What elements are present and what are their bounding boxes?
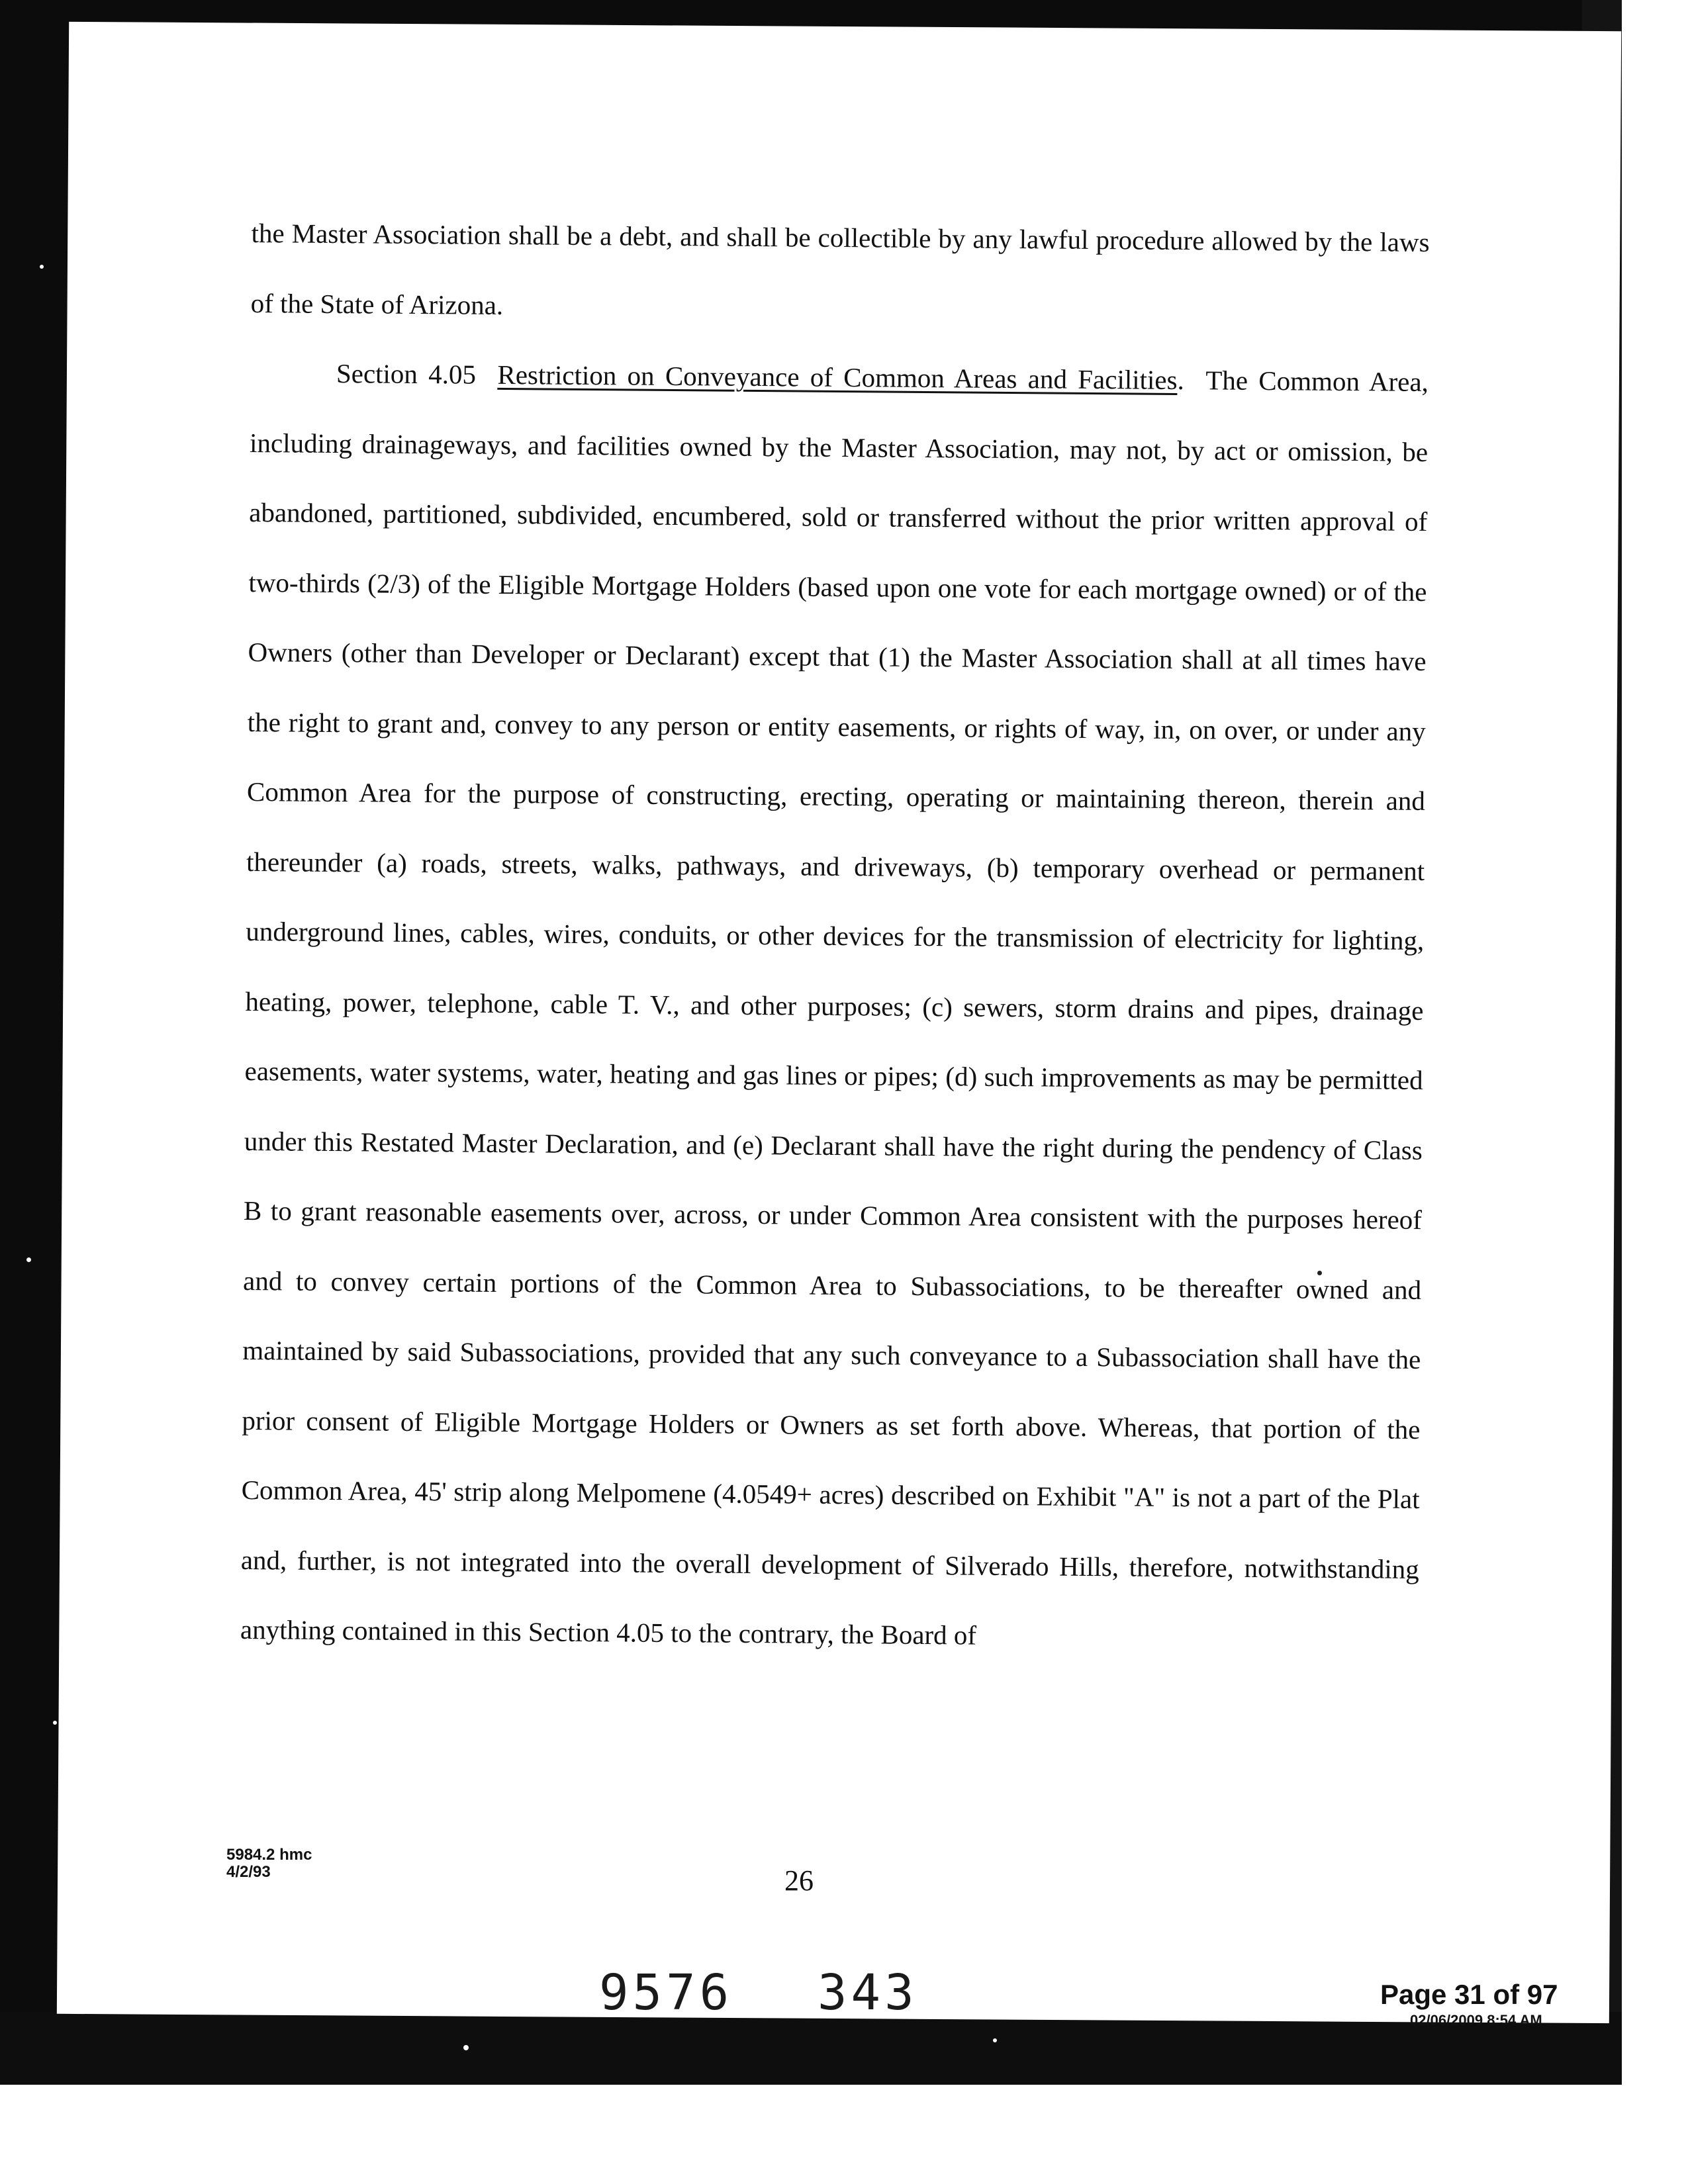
page-number: 26	[784, 1864, 814, 1897]
section-4-05-paragraph	[240, 338, 1429, 1674]
page-of-count: Page 31 of 97	[1380, 1979, 1558, 2010]
doc-code: 5984.2 hmc	[226, 1846, 312, 1864]
page-timestamp: 02/06/2009 8:54 AM	[1410, 2012, 1542, 2028]
scan-speck	[40, 265, 44, 269]
scan-speck	[1602, 860, 1605, 864]
scan-speck	[463, 2045, 469, 2050]
doc-date: 4/2/93	[226, 1863, 271, 1881]
scan-speck	[1605, 1787, 1609, 1791]
document-body	[240, 199, 1430, 1674]
section-title-period: .	[1177, 364, 1184, 396]
document-footer-code	[226, 1846, 312, 1881]
recording-page-number: 343	[818, 1964, 918, 2021]
scan-speck	[53, 1721, 57, 1725]
scan-speck	[993, 2038, 997, 2042]
scan-speck	[66, 794, 70, 797]
scan-speck	[1595, 1390, 1600, 1394]
scan-speck	[26, 1257, 31, 1262]
section-text: The Common Area, including drainageways, and facilities owned by the Master Association, may not, by act or omission, be abandoned, partitioned, subdivided, encumbered, sold or transferred without the prior written approval of two-thirds (2/3) of the Eligible Mortgage Holders (based upon one vote for each mortgage owned) or of the Owners (other than Developer or Declarant) except that (1) the Master Association shall at all times have the right to grant and, convey to any person or entity easements, or rights of way, in, on over, or under any Common Area for the purpose of constructing, erecting, operating or maintaining thereon, therein and thereunder (a) roads, streets, walks, pathways, and driveways, (b) temporary overhead or permanent underground lines, cables, wires, conduits, or other devices for the transmission of electricity for lighting, heating, power, telephone, cable T. V., and other purposes; (c) sewers, storm drains and pipes, drainage easements, water systems, water, heating and gas lines or pipes; (d) such improvements as may be permitted under this Restated Master Declaration, and (e) Declarant shall have the right during the pendency of Class B to grant reasonable easements over, across, or under Common Area consistent with the purposes hereof and to convey certain portions of the Common Area to Subassociations, to be thereafter owned and maintained by said Subassociations, provided that any such conveyance to a Subassociation shall have the prior consent of Eligible Mortgage Holders or Owners as set forth above. Whereas, that portion of the Common Area, 45' strip along Melpomene (4.0549+ acres) described on Exhibit "A" is not a part of the Plat and, further, is not integrated into the overall development of Silverado Hills, therefore, notwithstanding anything contained in this Section 4.05 to the contrary, the Board of	[240, 365, 1429, 1651]
recording-docket-number: 9576	[599, 1964, 733, 2021]
scan-speck	[1599, 397, 1603, 401]
section-number: Section 4.05	[336, 358, 477, 390]
paragraph-continuation: the Master Association shall be a debt, and shall be collectible by any lawful procedure allowed by the laws of the State of Arizona.	[250, 217, 1430, 320]
scan-border-bottom	[0, 2012, 1622, 2085]
section-title: Restriction on Conveyance of Common Areas and Facilities	[497, 359, 1178, 395]
